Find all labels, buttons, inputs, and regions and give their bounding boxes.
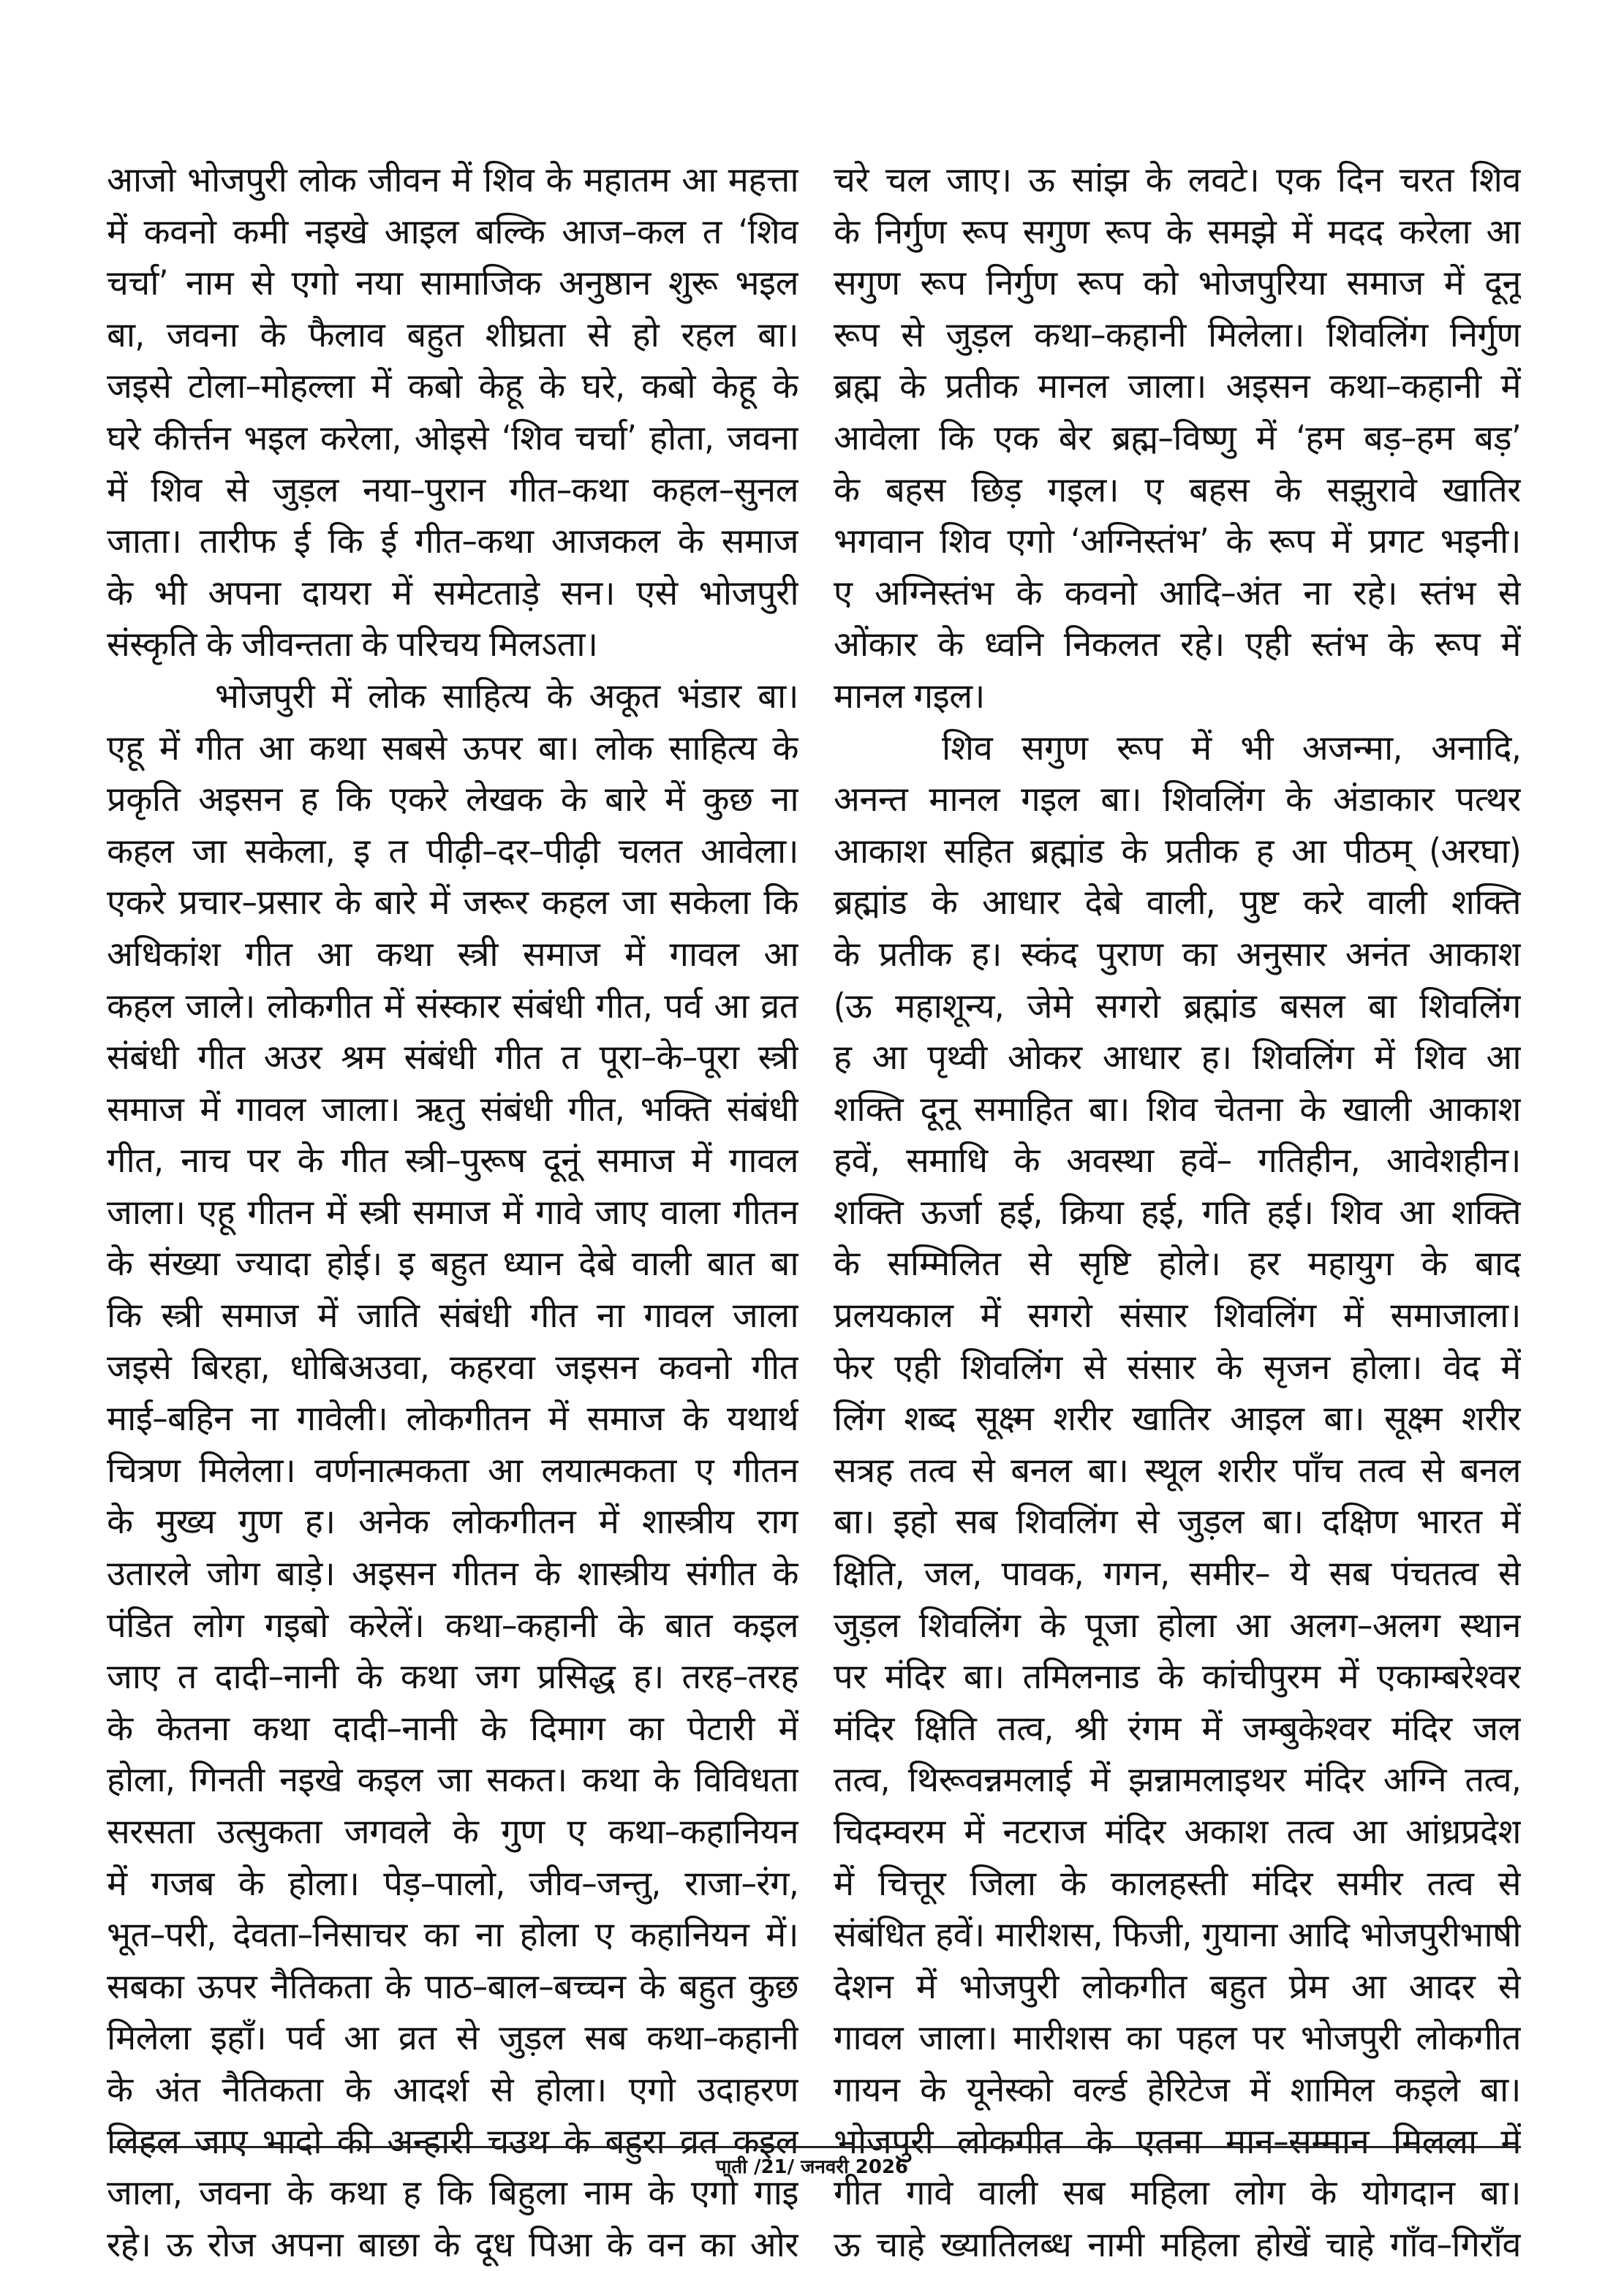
text-line: मिलेला इहाँ। पर्व आ व्रत से जुड़ल सब कथा–कहानी (107, 2018, 798, 2059)
text-line: आजो भोजपुरी लोक जीवन में शिव के महातम आ महत्ता (107, 160, 798, 200)
text-line: में शिव से जुड़ल नया–पुरान गीत–कथा कहल–सुनल (107, 469, 798, 510)
text-line: क्षिति, जल, पावक, गगन, समीर– ये सब पंचतत्व से (834, 1554, 1521, 1595)
text-line: घरे कीर्त्तन भइल करेला, ओइसे ‘शिव चर्चा’ होता, जवना (107, 417, 798, 458)
text-line: जाता। तारीफ ई कि ई गीत–कथा आजकल के समाज (107, 521, 798, 562)
footer-divider (110, 2146, 1521, 2148)
text-line: जाला, जवना के कथा ह कि बिहुला नाम के एगो गाइ (107, 2173, 798, 2214)
text-line: के निर्गुण रूप सगुण रूप के समझे में मदद करेला आ (834, 211, 1521, 252)
text-line: संबंधी गीत अउर श्रम संबंधी गीत त पूरा–के–पूरा स्त्री (107, 1038, 798, 1078)
text-line: रूप से जुड़ल कथा–कहानी मिलेला। शिवलिंग निर्गुण (834, 314, 1521, 355)
text-line: भूत–परी, देवता–निसाचर का ना होला ए कहानियन में। (107, 1915, 798, 1956)
text-line: उतारले जोग बाड़े। अइसन गीतन के शास्त्रीय संगीत के (107, 1554, 798, 1595)
right-text-column (834, 155, 1521, 2271)
text-line: आकाश सहित ब्रह्मांड के प्रतीक ह आ पीठम् (अरघा) (834, 831, 1521, 872)
text-line: तत्व, थिरूवन्नमलाई में झन्नामलाइथर मंदिर अग्नि तत्व, (834, 1760, 1521, 1801)
text-line: फेर एही शिवलिंग से संसार के सृजन होला। वेद में (834, 1347, 1521, 1388)
text-line: माई–बहिन ना गावेली। लोकगीतन में समाज के यथार्थ (107, 1399, 798, 1440)
text-line: होला, गिनती नइखे कइल जा सकत। कथा के विविधता (107, 1760, 798, 1801)
text-line: शिव सगुण रूप में भी अजन्मा, अनादि, (942, 728, 1521, 768)
text-line: भोजपुरी लोकगीत के एतना मान–सम्मान मिलला में (834, 2121, 1521, 2162)
text-line: के भी अपना दायरा में समेटताड़े सन। एसे भोजपुरी (107, 573, 798, 613)
text-line: में चित्तूर जिला के कालहस्ती मंदिर समीर तत्व से (834, 1863, 1521, 1904)
text-line: के प्रतीक ह। स्कंद पुराण का अनुसार अनंत आकाश (834, 934, 1521, 975)
text-line: प्रकृति अइसन ह कि एकरे लेखक के बारे में कुछ ना (107, 779, 798, 820)
text-line: ए अग्निस्तंभ के कवनो आदि–अंत ना रहे। स्तंभ से (834, 573, 1521, 613)
text-line: जइसे बिरहा, धोबिअउवा, कहरवा जइसन कवनो गीत (107, 1347, 798, 1388)
text-line: गायन के यूनेस्को वर्ल्ड हेरिटेज में शामिल कइले बा। (834, 2069, 1521, 2110)
left-text-column (107, 155, 798, 2271)
text-line: जाए त दादी–नानी के कथा जग प्रसिद्ध ह। तरह–तरह (107, 1657, 798, 1698)
text-line: आवेला कि एक बेर ब्रह्म–विष्णु में ‘हम बड़–हम बड़’ (834, 417, 1521, 458)
text-line: सरसता उत्सुकता जगवले के गुण ए कथा–कहानियन (107, 1812, 798, 1852)
text-line: एकरे प्रचार–प्रसार के बारे में जरूर कहल जा सकेला कि (107, 883, 798, 923)
text-line: में कवनो कमी नइखे आइल बल्कि आज–कल त ‘शिव (107, 211, 798, 252)
text-line: संबंधित हवें। मारीशस, फिजी, गुयाना आदि भोजपुरीभाषी (834, 1915, 1521, 1956)
text-line: कि स्त्री समाज में जाति संबंधी गीत ना गावल जाला (107, 1296, 798, 1337)
text-line: के संख्या ज्यादा होई। इ बहुत ध्यान देबे वाली बात बा (107, 1244, 798, 1285)
text-line: के केतना कथा दादी–नानी के दिमाग का पेटारी में (107, 1708, 798, 1749)
text-line: पर मंदिर बा। तमिलनाड के कांचीपुरम में एकाम्बरेश्वर (834, 1657, 1521, 1698)
text-line: के सम्मिलित से सृष्टि होले। हर महायुग के बाद (834, 1244, 1521, 1285)
text-line: में गजब के होला। पेड़–पालो, जीव–जन्तु, राजा–रंग, (107, 1863, 798, 1904)
text-line: समाज में गावल जाला। ऋतु संबंधी गीत, भक्ति संबंधी (107, 1089, 798, 1130)
text-line: चरे चल जाए। ऊ सांझ के लवटे। एक दिन चरत शिव (834, 160, 1521, 200)
text-line: हवें, समाधि के अवस्था हवें– गतिहीन, आवेशहीन। (834, 1141, 1521, 1182)
text-line: मानल गइल। (834, 676, 985, 717)
text-line: भगवान शिव एगो ‘अग्निस्तंभ’ के रूप में प्रगट भइनी। (834, 521, 1521, 562)
text-line: लिंग शब्द सूक्ष्म शरीर खातिर आइल बा। सूक्ष्म शरीर (834, 1399, 1521, 1440)
text-line: सत्रह तत्व से बनल बा। स्थूल शरीर पाँच तत्व से बनल (834, 1450, 1521, 1491)
text-line: के मुख्य गुण ह। अनेक लोकगीतन में शास्त्रीय राग (107, 1502, 798, 1543)
text-line: के बहस छिड़ गइल। ए बहस के सझुरावे खातिर (834, 469, 1521, 510)
text-line: पंडित लोग गइबो करेलें। कथा–कहानी के बात कइल (107, 1605, 798, 1646)
text-line: ह आ पृथ्वी ओकर आधार ह। शिवलिंग में शिव आ (834, 1038, 1521, 1078)
text-line: प्रलयकाल में सगरो संसार शिवलिंग में समाजाला। (834, 1296, 1521, 1337)
text-line: लिहल जाए भादो की अन्हारी चउथ के बहुरा व्रत कइल (107, 2121, 798, 2162)
text-line: जाला। एहू गीतन में स्त्री समाज में गावे जाए वाला गीतन (107, 1192, 798, 1233)
text-line: अधिकांश गीत आ कथा स्त्री समाज में गावल आ (107, 934, 798, 975)
text-line: ओंकार के ध्वनि निकलत रहे। एही स्तंभ के रूप में (834, 624, 1521, 665)
text-line: गावल जाला। मारीशस का पहल पर भोजपुरी लोकगीत (834, 2018, 1521, 2059)
text-line: चिदम्वरम में नटराज मंदिर अकाश तत्व आ आंध्रप्रदेश (834, 1812, 1521, 1852)
page-footer: पाती /21/ जनवरी 2026 (715, 2156, 909, 2178)
text-line: कहल जा सकेला, इ त पीढ़ी–दर–पीढ़ी चलत आवेला। (107, 831, 798, 872)
text-line: चर्चा’ नाम से एगो नया सामाजिक अनुष्ठान शुरू भइल (107, 263, 798, 304)
text-line: शक्ति ऊर्जा हई, क्रिया हई, गति हई। शिव आ शक्ति (834, 1192, 1521, 1233)
text-line: बा। इहो सब शिवलिंग से जुड़ल बा। दक्षिण भारत में (834, 1502, 1521, 1543)
text-line: एहू में गीत आ कथा सबसे ऊपर बा। लोक साहित्य के (107, 728, 798, 768)
text-line: अनन्त मानल गइल बा। शिवलिंग के अंडाकार पत्थर (834, 779, 1521, 820)
text-line: कहल जाले। लोकगीत में संस्कार संबंधी गीत, पर्व आ व्रत (107, 986, 798, 1027)
text-line: गीत गावे वाली सब महिला लोग के योगदान बा। (834, 2173, 1521, 2214)
text-line: के अंत नैतिकता के आदर्श से होला। एगो उदाहरण (107, 2069, 798, 2110)
text-line: सगुण रूप निर्गुण रूप को भोजपुरिया समाज में दूनू (834, 263, 1521, 304)
text-line: शक्ति दूनू समाहित बा। शिव चेतना के खाली आकाश (834, 1089, 1521, 1130)
text-line: संस्कृति के जीवन्तता के परिचय मिलऽता। (107, 624, 598, 665)
text-line: जुड़ल शिवलिंग के पूजा होला आ अलग–अलग स्थान (834, 1605, 1521, 1646)
text-line: (ऊ महाशून्य, जेमे सगरो ब्रह्मांड बसल बा शिवलिंग (834, 986, 1521, 1027)
text-line: चित्रण मिलेला। वर्णनात्मकता आ लयात्मकता ए गीतन (107, 1450, 798, 1491)
text-line: मंदिर क्षिति तत्व, श्री रंगम में जम्बुकेश्वर मंदिर जल (834, 1708, 1521, 1749)
text-line: गीत, नाच पर के गीत स्त्री–पुरूष दूनूं समाज में गावल (107, 1141, 798, 1182)
text-line: बा, जवना के फैलाव बहुत शीघ्रता से हो रहल बा। (107, 314, 798, 355)
text-line: ब्रह्मांड के आधार देबे वाली, पुष्ट करे वाली शक्ति (834, 883, 1521, 923)
text-line: सबका ऊपर नैतिकता के पाठ–बाल–बच्चन के बहुत कुछ (107, 1966, 798, 2007)
text-line: ब्रह्म के प्रतीक मानल जाला। अइसन कथा–कहानी में (834, 366, 1521, 407)
text-line: भोजपुरी में लोक साहित्य के अकूत भंडार बा। (215, 676, 798, 717)
text-line: देशन में भोजपुरी लोकगीत बहुत प्रेम आ आदर से (834, 1966, 1521, 2007)
text-line: जइसे टोला–मोहल्ला में कबो केहू के घरे, कबो केहू के (107, 366, 798, 407)
text-line: ऊ चाहे ख्यातिलब्ध नामी महिला होखें चाहे गाँव–गिराँव (834, 2224, 1521, 2265)
text-line: रहे। ऊ रोज अपना बाछा के दूध पिआ के वन का ओर (107, 2224, 798, 2265)
